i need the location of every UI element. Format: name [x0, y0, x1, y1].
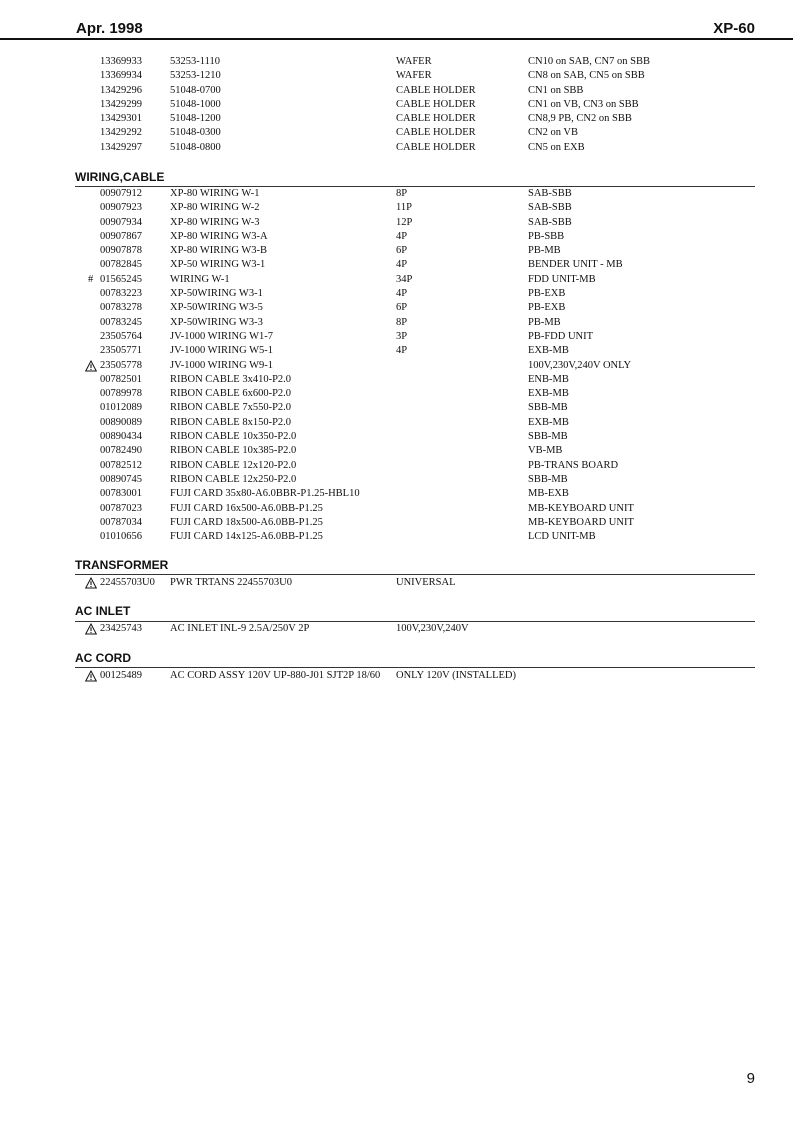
connection: PB-EXB — [528, 288, 566, 300]
connection: ENB-MB — [528, 373, 569, 385]
section-title-ac-inlet: AC INLET — [75, 604, 131, 618]
connection: SBB-MB — [528, 473, 568, 485]
connection: MB-KEYBOARD UNIT — [528, 502, 634, 514]
part-description: CABLE HOLDER — [396, 98, 476, 110]
part-description: CABLE HOLDER — [396, 84, 476, 96]
connection: LCD UNIT-MB — [528, 531, 596, 543]
part-code: 00783001 — [100, 488, 142, 500]
table-row — [0, 473, 793, 487]
part-description: RIBON CABLE 3x410-P2.0 — [170, 373, 292, 385]
part-code: 23505771 — [100, 345, 142, 357]
part-description: WAFER — [396, 56, 432, 67]
part-code: 00907912 — [100, 188, 142, 199]
part-description: WIRING W-1 — [170, 273, 230, 285]
part-description: AC CORD ASSY 120V UP-880-J01 SJT2P 18/60 — [170, 670, 381, 681]
table-row — [0, 69, 793, 83]
part-description: XP-80 WIRING W3-A — [170, 230, 268, 242]
header-rule — [0, 38, 793, 40]
table-row — [0, 576, 793, 590]
warning-icon — [85, 577, 97, 589]
pin-count: 6P — [396, 245, 408, 257]
part-location: CN8,9 PB, CN2 on SBB — [528, 113, 632, 125]
part-number: 53253-1210 — [170, 70, 221, 82]
part-number: 51048-1200 — [170, 113, 221, 125]
table-row — [0, 502, 793, 516]
part-description: FUJI CARD 35x80-A6.0BBR-P1.25-HBL10 — [170, 488, 360, 500]
connection: SAB-SBB — [528, 216, 572, 228]
section-title-ac-cord: AC CORD — [75, 651, 131, 665]
part-number: 53253-1110 — [170, 56, 220, 67]
part-description: PWR TRTANS 22455703U0 — [170, 577, 293, 588]
part-code: 13429292 — [100, 127, 142, 139]
part-description: JV-1000 WIRING W5-1 — [170, 345, 274, 357]
part-description: CABLE HOLDER — [396, 113, 476, 125]
connection: SAB-SBB — [528, 202, 572, 214]
connection: PB-FDD UNIT — [528, 330, 594, 342]
part-code: 00890089 — [100, 416, 142, 428]
table-row — [0, 141, 793, 155]
part-description: FUJI CARD 14x125-A6.0BB-P1.25 — [170, 531, 323, 543]
part-code: 00125489 — [100, 670, 142, 681]
connection: EXB-MB — [528, 388, 569, 400]
table-row — [0, 530, 793, 544]
part-code: 01010656 — [100, 531, 142, 543]
connection: MB-KEYBOARD UNIT — [528, 516, 634, 528]
connection: FDD UNIT-MB — [528, 273, 596, 285]
part-description: FUJI CARD 16x500-A6.0BB-P1.25 — [170, 502, 323, 514]
table-row — [0, 55, 793, 69]
part-code: 00783223 — [100, 288, 142, 300]
part-description: XP-50WIRING W3-1 — [170, 288, 263, 300]
part-description: JV-1000 WIRING W1-7 — [170, 330, 274, 342]
part-code: 23505764 — [100, 330, 142, 342]
part-description: XP-50WIRING W3-3 — [170, 316, 263, 328]
part-description: CABLE HOLDER — [396, 141, 476, 153]
pin-count: 3P — [396, 330, 408, 342]
warning-icon — [85, 670, 97, 682]
table-row — [0, 301, 793, 315]
table-row — [0, 416, 793, 430]
part-code: 23505778 — [100, 359, 142, 371]
part-code: 00782501 — [100, 373, 142, 385]
connection: EXB-MB — [528, 416, 569, 428]
part-code: 13369933 — [100, 56, 142, 67]
connection: PB-SBB — [528, 230, 565, 242]
table-row — [0, 216, 793, 230]
table-row — [0, 401, 793, 415]
part-code: 23425743 — [100, 623, 142, 634]
part-code: 00907923 — [100, 202, 142, 214]
connection: 100V,230V,240V ONLY — [528, 359, 632, 371]
pin-count: 4P — [396, 230, 408, 242]
transformer-list — [0, 576, 793, 590]
part-code: 00783245 — [100, 316, 142, 328]
part-number: 51048-0700 — [170, 84, 221, 96]
pin-count: 12P — [396, 216, 413, 228]
part-code: 00782490 — [100, 445, 142, 457]
connection: BENDER UNIT - MB — [528, 259, 623, 271]
connection: VB-MB — [528, 445, 563, 457]
connection: PB-EXB — [528, 302, 566, 314]
part-location: CN5 on EXB — [528, 141, 585, 153]
pin-count: 4P — [396, 259, 408, 271]
table-row — [0, 444, 793, 458]
table-row — [0, 112, 793, 126]
connection: SBB-MB — [528, 402, 568, 414]
part-code: 00789978 — [100, 388, 142, 400]
table-row — [0, 98, 793, 112]
part-description: RIBON CABLE 10x385-P2.0 — [170, 445, 297, 457]
part-description: RIBON CABLE 12x250-P2.0 — [170, 473, 297, 485]
table-row — [0, 316, 793, 330]
section-rule-transformer — [75, 574, 755, 575]
part-code: 00787034 — [100, 516, 142, 528]
part-location: CN10 on SAB, CN7 on SBB — [528, 56, 650, 67]
part-description: RIBON CABLE 8x150-P2.0 — [170, 416, 292, 428]
table-row — [0, 344, 793, 358]
part-code: 00890745 — [100, 473, 142, 485]
table-row — [0, 516, 793, 530]
part-code: 00782845 — [100, 259, 142, 271]
part-description: RIBON CABLE 12x120-P2.0 — [170, 459, 297, 471]
section-title-transformer: TRANSFORMER — [75, 558, 169, 572]
table-row — [0, 187, 793, 201]
part-spec: ONLY 120V (INSTALLED) — [396, 670, 517, 681]
table-row — [0, 84, 793, 98]
part-location: CN8 on SAB, CN5 on SBB — [528, 70, 645, 82]
connection: SBB-MB — [528, 431, 568, 443]
part-code: 01565245 — [100, 273, 142, 285]
part-code: 13369934 — [100, 70, 142, 82]
part-code: 13429301 — [100, 113, 142, 125]
part-code: 00907867 — [100, 230, 142, 242]
table-row — [0, 258, 793, 272]
table-row — [0, 459, 793, 473]
part-code: 13429297 — [100, 141, 142, 153]
connection: PB-TRANS BOARD — [528, 459, 619, 471]
pin-count: 34P — [396, 273, 413, 285]
part-number: 51048-0300 — [170, 127, 221, 139]
part-description: RIBON CABLE 7x550-P2.0 — [170, 402, 292, 414]
header-model: XP-60 — [713, 20, 755, 37]
table-row — [0, 487, 793, 501]
part-location: CN1 on SBB — [528, 84, 584, 96]
connection: EXB-MB — [528, 345, 569, 357]
part-description: XP-50 WIRING W3-1 — [170, 259, 266, 271]
warning-icon — [85, 360, 97, 372]
table-row — [0, 330, 793, 344]
part-number: 51048-0800 — [170, 141, 221, 153]
table-row — [0, 273, 793, 287]
table-row — [0, 373, 793, 387]
part-code: 00787023 — [100, 502, 142, 514]
part-description: RIBON CABLE 6x600-P2.0 — [170, 388, 292, 400]
table-row — [0, 201, 793, 215]
table-row — [0, 622, 793, 636]
part-code: 00907878 — [100, 245, 142, 257]
table-row — [0, 230, 793, 244]
part-location: CN1 on VB, CN3 on SBB — [528, 98, 639, 110]
connection: PB-MB — [528, 245, 561, 257]
pin-count: 6P — [396, 302, 408, 314]
section-title-wiring: WIRING,CABLE — [75, 170, 165, 184]
table-row — [0, 126, 793, 140]
pin-count: 8P — [396, 316, 408, 328]
header-date: Apr. 1998 — [76, 20, 143, 37]
pin-count: 4P — [396, 288, 408, 300]
part-code: 13429299 — [100, 98, 142, 110]
part-description: FUJI CARD 18x500-A6.0BB-P1.25 — [170, 516, 323, 528]
connector-parts-list — [0, 55, 793, 155]
part-description: XP-80 WIRING W-2 — [170, 202, 260, 214]
pin-count: 11P — [396, 202, 412, 214]
table-row — [0, 287, 793, 301]
part-location: CN2 on VB — [528, 127, 578, 139]
part-description: XP-80 WIRING W-3 — [170, 216, 260, 228]
table-row — [0, 359, 793, 373]
part-description: CABLE HOLDER — [396, 127, 476, 139]
part-description: XP-50WIRING W3-5 — [170, 302, 263, 314]
wiring-cable-list — [0, 187, 793, 544]
ac-inlet-list — [0, 622, 793, 636]
part-description: XP-80 WIRING W-1 — [170, 188, 260, 199]
part-code: 01012089 — [100, 402, 142, 414]
part-description: XP-80 WIRING W3-B — [170, 245, 268, 257]
part-number: 51048-1000 — [170, 98, 221, 110]
part-spec: UNIVERSAL — [396, 577, 456, 588]
part-description: JV-1000 WIRING W9-1 — [170, 359, 274, 371]
part-description: AC INLET INL-9 2.5A/250V 2P — [170, 623, 310, 634]
table-row — [0, 387, 793, 401]
part-code: 00907934 — [100, 216, 142, 228]
part-description: RIBON CABLE 10x350-P2.0 — [170, 431, 297, 443]
connection: PB-MB — [528, 316, 561, 328]
table-row — [0, 669, 793, 683]
section-rule-ac-cord — [75, 667, 755, 668]
connection: MB-EXB — [528, 488, 569, 500]
warning-icon — [85, 623, 97, 635]
table-row — [0, 244, 793, 258]
pin-count: 4P — [396, 345, 408, 357]
part-code: 00890434 — [100, 431, 142, 443]
page-number: 9 — [746, 1070, 755, 1087]
part-code: 13429296 — [100, 84, 142, 96]
part-code: 00783278 — [100, 302, 142, 314]
pin-count: 8P — [396, 188, 408, 199]
table-row — [0, 430, 793, 444]
part-spec: 100V,230V,240V — [396, 623, 469, 634]
part-code: 00782512 — [100, 459, 142, 471]
connection: SAB-SBB — [528, 188, 572, 199]
revision-mark: # — [88, 273, 94, 285]
part-description: WAFER — [396, 70, 432, 82]
ac-cord-list — [0, 669, 793, 683]
part-code: 22455703U0 — [100, 577, 155, 588]
